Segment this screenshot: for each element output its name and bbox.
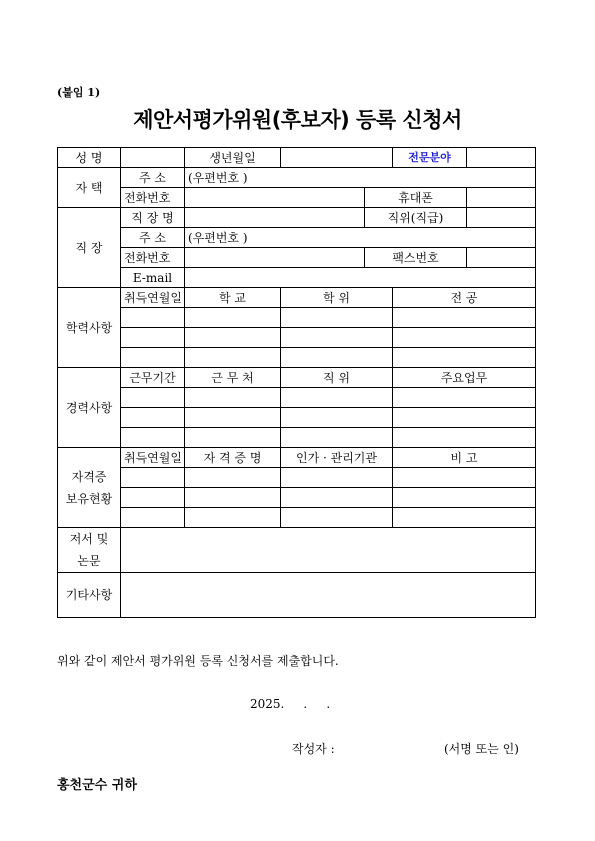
table-cell[interactable] (185, 328, 281, 348)
fax-field[interactable] (467, 248, 536, 268)
birth-label: 생년월일 (185, 148, 281, 168)
table-cell[interactable] (185, 488, 281, 508)
work-label: 직 장 (58, 208, 121, 288)
papers-field[interactable] (121, 528, 536, 573)
work-address-label: 주 소 (121, 228, 185, 248)
specialty-field[interactable] (467, 148, 536, 168)
table-cell[interactable] (281, 408, 393, 428)
table-cell[interactable] (121, 468, 185, 488)
table-cell[interactable] (121, 388, 185, 408)
specialty-label: 전문분야 (393, 148, 467, 168)
table-cell[interactable] (281, 348, 393, 368)
email-field[interactable] (185, 268, 536, 288)
mobile-field[interactable] (467, 188, 536, 208)
table-cell[interactable] (121, 428, 185, 448)
birth-field[interactable] (281, 148, 393, 168)
table-cell[interactable] (121, 488, 185, 508)
date-text: 2025. . . (250, 697, 331, 711)
table-cell[interactable] (281, 388, 393, 408)
table-header: 학 위 (281, 288, 393, 308)
work-address-field[interactable] (185, 228, 536, 248)
table-cell[interactable] (185, 428, 281, 448)
table-cell[interactable] (393, 488, 536, 508)
table-cell[interactable] (393, 428, 536, 448)
table-cell[interactable] (393, 348, 536, 368)
work-phone-label: 전화번호 (121, 248, 185, 268)
home-label: 자 택 (58, 168, 121, 208)
home-address-field[interactable] (185, 168, 536, 188)
table-cell[interactable] (121, 348, 185, 368)
table-cell[interactable] (393, 508, 536, 528)
table-header: 취득연월일 (121, 448, 185, 468)
table-cell[interactable] (281, 308, 393, 328)
table-header: 인가 · 관리기관 (281, 448, 393, 468)
other-label: 기타사항 (58, 573, 121, 618)
table-cell[interactable] (185, 308, 281, 328)
table-cell[interactable] (281, 468, 393, 488)
table-header: 전 공 (393, 288, 536, 308)
table-cell[interactable] (281, 328, 393, 348)
table-header: 자 격 증 명 (185, 448, 281, 468)
career-label: 경력사항 (58, 368, 121, 448)
table-header: 학 교 (185, 288, 281, 308)
email-label: E-mail (121, 268, 185, 288)
table-cell[interactable] (185, 388, 281, 408)
name-label: 성 명 (58, 148, 121, 168)
table-cell[interactable] (393, 308, 536, 328)
table-cell[interactable] (281, 508, 393, 528)
other-field[interactable] (121, 573, 536, 618)
mobile-label: 휴대폰 (365, 188, 467, 208)
table-cell[interactable] (121, 328, 185, 348)
attachment-label: (붙임 1) (57, 86, 101, 99)
table-cell[interactable] (121, 308, 185, 328)
zip-hint: (우편번호 ) (188, 230, 248, 245)
statement: 위와 같이 제안서 평가위원 등록 신청서를 제출합니다. (57, 654, 339, 668)
table-cell[interactable] (185, 408, 281, 428)
table-cell[interactable] (281, 428, 393, 448)
table-cell[interactable] (185, 508, 281, 528)
table-cell[interactable] (393, 408, 536, 428)
home-phone-label: 전화번호 (121, 188, 185, 208)
fax-label: 팩스번호 (365, 248, 467, 268)
home-address-label: 주 소 (121, 168, 185, 188)
table-header: 근무기간 (121, 368, 185, 388)
company-field[interactable] (185, 208, 365, 228)
name-field[interactable] (121, 148, 185, 168)
table-header: 취득연월일 (121, 288, 185, 308)
zip-hint: (우편번호 ) (188, 170, 248, 185)
table-cell[interactable] (121, 508, 185, 528)
registration-form (57, 147, 536, 618)
position-field[interactable] (467, 208, 536, 228)
table-cell[interactable] (185, 348, 281, 368)
table-cell[interactable] (121, 408, 185, 428)
table-header: 직 위 (281, 368, 393, 388)
table-header: 주요업무 (393, 368, 536, 388)
company-label: 직 장 명 (121, 208, 185, 228)
cert-label: 자격증 보유현황 (58, 448, 121, 528)
table-header: 근 무 처 (185, 368, 281, 388)
recipient: 홍천군수 귀하 (57, 778, 137, 793)
papers-label: 저서 및 논문 (58, 528, 121, 573)
author-label: 작성자 : (292, 742, 335, 756)
page-title: 제안서평가위원(후보자) 등록 신청서 (133, 108, 462, 132)
table-header: 비 고 (393, 448, 536, 468)
sign-hint: (서명 또는 인) (444, 742, 519, 756)
position-label: 직위(직급) (365, 208, 467, 228)
table-cell[interactable] (281, 488, 393, 508)
table-cell[interactable] (393, 468, 536, 488)
table-cell[interactable] (393, 388, 536, 408)
table-cell[interactable] (393, 328, 536, 348)
work-phone-field[interactable] (185, 248, 365, 268)
education-label: 학력사항 (58, 288, 121, 368)
home-phone-field[interactable] (185, 188, 365, 208)
table-cell[interactable] (185, 468, 281, 488)
